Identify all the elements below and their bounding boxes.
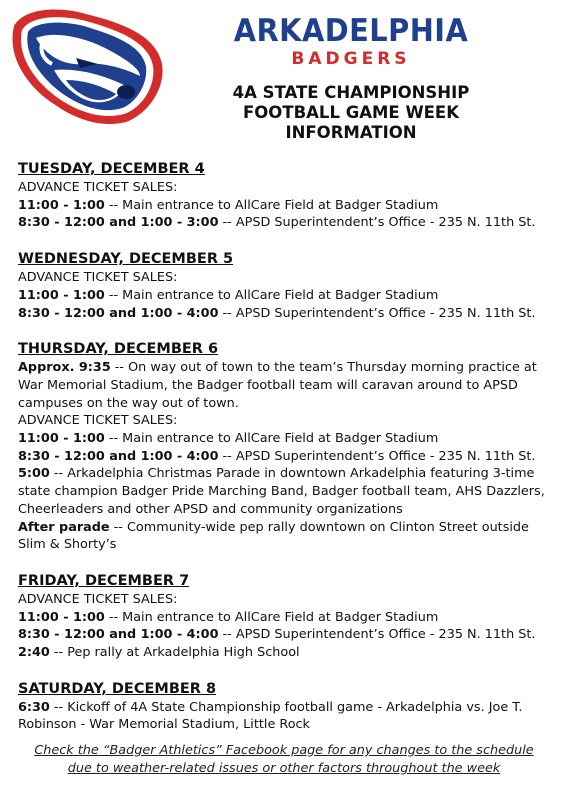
schedule-line	[18, 519, 558, 554]
schedule-detail: -- APSD Superintendent’s Office - 235 N. 11th St.	[218, 448, 536, 464]
schedule-detail: -- Main entrance to AllCare Field at Badger Stadium	[104, 431, 439, 447]
brand-name: ARKADELPHIA	[233, 13, 469, 49]
schedule-line	[18, 591, 558, 609]
schedule-line	[18, 430, 558, 448]
schedule-line	[18, 197, 558, 215]
schedule-time: 11:00 - 1:00	[18, 287, 105, 303]
schedule-detail: -- APSD Superintendent’s Office - 235 N. 11th St.	[218, 305, 536, 321]
schedule-line	[18, 179, 558, 197]
badger-logo	[6, 4, 166, 126]
schedule-line	[18, 214, 558, 232]
day-section	[18, 160, 558, 232]
day-title: SATURDAY, DECEMBER 8	[18, 680, 217, 697]
headline-line-2: FOOTBALL GAME WEEK	[243, 103, 459, 122]
day-section	[18, 250, 558, 322]
brand-subname: BADGERS	[291, 49, 411, 69]
schedule-time: 2:40	[18, 645, 50, 661]
schedule-time: After parade	[18, 519, 110, 535]
day-title: THURSDAY, DECEMBER 6	[18, 341, 219, 358]
schedule-detail: -- Arkadelphia Christmas Parade in downtown Arkadelphia featuring 3-time state champion Badger Pride Marching Band, Badger football team, AHS Dazzlers, Cheerleaders and other APSD and community organizations	[18, 466, 545, 517]
schedule-time: 8:30 - 12:00 and 1:00 - 4:00	[18, 627, 219, 643]
facebook-note	[20, 742, 548, 778]
schedule-time: 6:30	[18, 699, 50, 715]
page-title	[200, 83, 502, 143]
schedule-detail: -- APSD Superintendent’s Office - 235 N. 11th St.	[218, 627, 536, 643]
schedule-detail: -- Main entrance to AllCare Field at Badger Stadium	[104, 287, 439, 303]
schedule-detail: -- Pep rally at Arkadelphia High School	[49, 645, 300, 661]
schedule-detail: -- Main entrance to AllCare Field at Badger Stadium	[104, 197, 439, 213]
schedule-detail: ADVANCE TICKET SALES:	[18, 180, 178, 195]
headline-line-3: INFORMATION	[285, 123, 417, 142]
day-section	[18, 340, 558, 554]
schedule-line	[18, 287, 558, 305]
schedule-time: 11:00 - 1:00	[18, 609, 105, 625]
schedule-time: 11:00 - 1:00	[18, 197, 105, 213]
note-line-1: Check the “Badger Athletics” Facebook page for any changes to the schedule	[34, 743, 534, 758]
day-title: FRIDAY, DECEMBER 7	[18, 572, 190, 589]
schedule-detail: -- On way out of town to the team’s Thursday morning practice at War Memorial Stadium, the Badger football team will caravan around to APSD campuses on the way out of town.	[18, 360, 537, 411]
day-section	[18, 572, 558, 662]
schedule-line	[18, 305, 558, 323]
schedule-time: 11:00 - 1:00	[18, 431, 105, 447]
schedule-detail: -- Main entrance to AllCare Field at Badger Stadium	[104, 609, 439, 625]
schedule-time: 8:30 - 12:00 and 1:00 - 4:00	[18, 305, 219, 321]
schedule	[18, 160, 558, 752]
schedule-line	[18, 644, 558, 662]
day-title: WEDNESDAY, DECEMBER 5	[18, 251, 234, 268]
day-section	[18, 680, 558, 734]
schedule-line	[18, 412, 558, 430]
note-line-2: due to weather-related issues or other factors throughout the week	[67, 761, 501, 776]
day-title: TUESDAY, DECEMBER 4	[18, 161, 205, 177]
schedule-line	[18, 626, 558, 644]
schedule-time: 8:30 - 12:00 and 1:00 - 4:00	[18, 448, 219, 464]
schedule-line	[18, 269, 558, 287]
schedule-detail: -- APSD Superintendent’s Office - 235 N. 11th St.	[218, 215, 536, 231]
schedule-detail: -- Kickoff of 4A State Championship football game - Arkadelphia vs. Joe T. Robinson - War Memorial Stadium, Little Rock	[18, 699, 523, 733]
schedule-line	[18, 699, 558, 734]
schedule-time: 5:00	[18, 466, 50, 482]
schedule-line	[18, 359, 558, 412]
schedule-detail: ADVANCE TICKET SALES:	[18, 270, 178, 286]
schedule-detail: -- Community-wide pep rally downtown on Clinton Street outside Slim & Shorty’s	[18, 519, 529, 553]
schedule-time: Approx. 9:35	[18, 360, 111, 376]
schedule-time: 8:30 - 12:00 and 1:00 - 3:00	[18, 215, 219, 231]
brand-header	[218, 14, 484, 69]
schedule-line	[18, 465, 558, 518]
schedule-detail: ADVANCE TICKET SALES:	[18, 413, 178, 429]
schedule-line	[18, 609, 558, 627]
schedule-detail: ADVANCE TICKET SALES:	[18, 591, 178, 607]
schedule-line	[18, 448, 558, 466]
headline-line-1: 4A STATE CHAMPIONSHIP	[232, 83, 470, 102]
